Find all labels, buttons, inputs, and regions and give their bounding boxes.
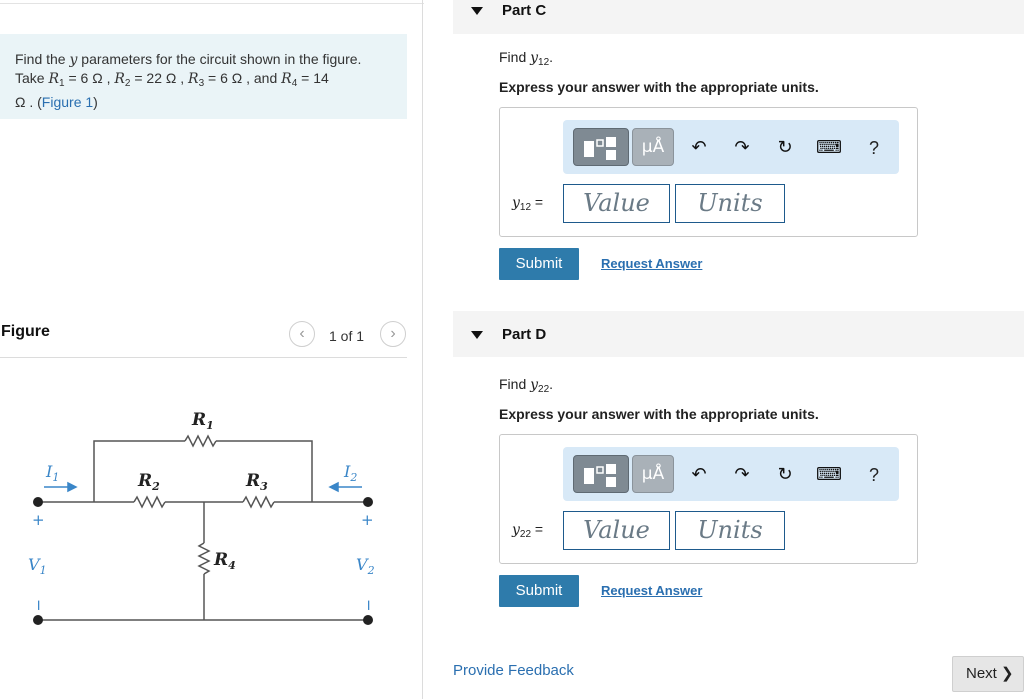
resistor-r4 [199,543,209,574]
equals-sign: = [531,521,544,537]
terminal-node [33,615,43,625]
units-input[interactable]: Units [675,184,785,223]
value-input[interactable]: Value [563,511,670,550]
template-icon[interactable] [573,128,629,166]
equals-sign: = [531,194,544,210]
r3-value: = 6 Ω , and [204,70,282,86]
figure-counter: 1 of 1 [329,328,365,344]
collapse-triangle-icon[interactable] [471,331,483,339]
y22-subscript: 22 [519,529,532,540]
undo-icon[interactable]: ↶ [691,137,707,158]
label-r2: $R_2$ [138,471,160,493]
r2-value: = 22 Ω , [130,70,189,86]
provide-feedback-link[interactable]: Provide Feedback [453,662,574,679]
previous-figure-button[interactable]: ‹ [289,321,315,347]
y22-subscript: 22 [538,384,550,395]
r4-symbol: R [281,71,292,87]
resistor-r2 [134,497,165,507]
r4-value: = 14 [297,70,329,86]
figure-link[interactable]: Figure 1 [41,94,94,110]
part-d-answer-box [499,434,918,564]
label-r1: $R_1$ [192,410,214,432]
answer-label [512,521,543,540]
y22-symbol: y [530,377,539,393]
part-d-title: Part D [502,326,547,343]
next-figure-button[interactable]: › [380,321,406,347]
label-v2: $V_2$ [356,555,375,577]
y22-symbol: y [512,522,520,538]
part-c-title: Part C [502,2,547,19]
figure-header [0,318,407,358]
left-column [0,0,422,699]
reset-icon[interactable]: ↻ [777,464,793,485]
find-period: . [549,49,554,65]
label-v1: $V_1$ [28,555,47,577]
label-i2: $I_2$ [344,462,358,484]
problem-text: Ω . ( [15,94,42,110]
r1-symbol: R [48,71,60,87]
label-r3: $R_3$ [246,471,268,493]
units-input[interactable]: Units [675,511,785,550]
r1-value: = 6 Ω , [64,70,115,86]
keyboard-icon[interactable]: ⌨ [816,464,842,485]
part-c-instructions: Express your answer with the appropriate units. [499,79,819,95]
redo-icon[interactable]: ↷ [734,137,750,158]
r2-subscript: 2 [124,78,131,89]
part-c-header[interactable] [453,0,1024,34]
problem-statement [0,34,407,119]
value-input[interactable]: Value [563,184,670,223]
terminal-node [363,615,373,625]
circuit-diagram [0,395,400,635]
find-label: Find [499,49,531,65]
plus-sign-v1: + [32,511,45,529]
y12-symbol: y [512,195,520,211]
reset-icon[interactable]: ↻ [777,137,793,158]
part-d-find [499,376,553,395]
minus-sign-v1: − [30,599,48,612]
y12-symbol: y [530,50,539,66]
answer-label [512,194,543,213]
find-period: . [549,376,554,392]
figure-title: Figure [1,323,50,340]
problem-text: parameters for the circuit shown in the figure. [77,51,362,67]
units-icon[interactable]: μÅ [632,128,674,166]
keyboard-icon[interactable]: ⌨ [816,137,842,158]
part-d-header[interactable] [453,311,1024,357]
undo-icon[interactable]: ↶ [691,464,707,485]
y12-subscript: 12 [519,202,532,213]
r3-symbol: R [188,71,199,87]
help-icon[interactable]: ? [868,465,879,485]
plus-sign-v2: + [361,511,374,529]
next-button[interactable]: Next ❯ [952,656,1024,692]
label-r4: $R_4$ [214,550,236,572]
template-icon[interactable] [573,455,629,493]
help-icon[interactable]: ? [868,138,879,158]
current-arrow-i1-head [68,483,76,491]
resistor-r3 [243,497,274,507]
math-toolbar [563,120,899,174]
r4-subscript: 4 [291,78,298,89]
r3-subscript: 3 [198,78,205,89]
problem-text: Find the [15,51,70,67]
part-c-answer-box [499,107,918,237]
y-symbol: y [69,52,78,68]
label-i1: $I_1$ [46,462,60,484]
find-label: Find [499,376,531,392]
problem-text: Take [15,70,49,86]
r1-subscript: 1 [59,78,65,89]
y12-subscript: 12 [538,57,550,68]
current-arrow-i2-head [330,483,338,491]
terminal-node [363,497,373,507]
terminal-node [33,497,43,507]
part-d-instructions: Express your answer with the appropriate units. [499,406,819,422]
problem-text: ) [93,94,98,110]
minus-sign-v2: − [360,599,378,612]
units-icon[interactable]: μÅ [632,455,674,493]
request-answer-link[interactable]: Request Answer [601,256,703,271]
column-divider [422,0,423,699]
part-c-find [499,49,553,68]
submit-button[interactable]: Submit [499,248,579,280]
submit-button[interactable]: Submit [499,575,579,607]
resistor-r1 [185,436,216,446]
redo-icon[interactable]: ↷ [734,464,750,485]
request-answer-link[interactable]: Request Answer [601,583,703,598]
r2-symbol: R [114,71,125,87]
math-toolbar [563,447,899,501]
collapse-triangle-icon[interactable] [471,7,483,15]
